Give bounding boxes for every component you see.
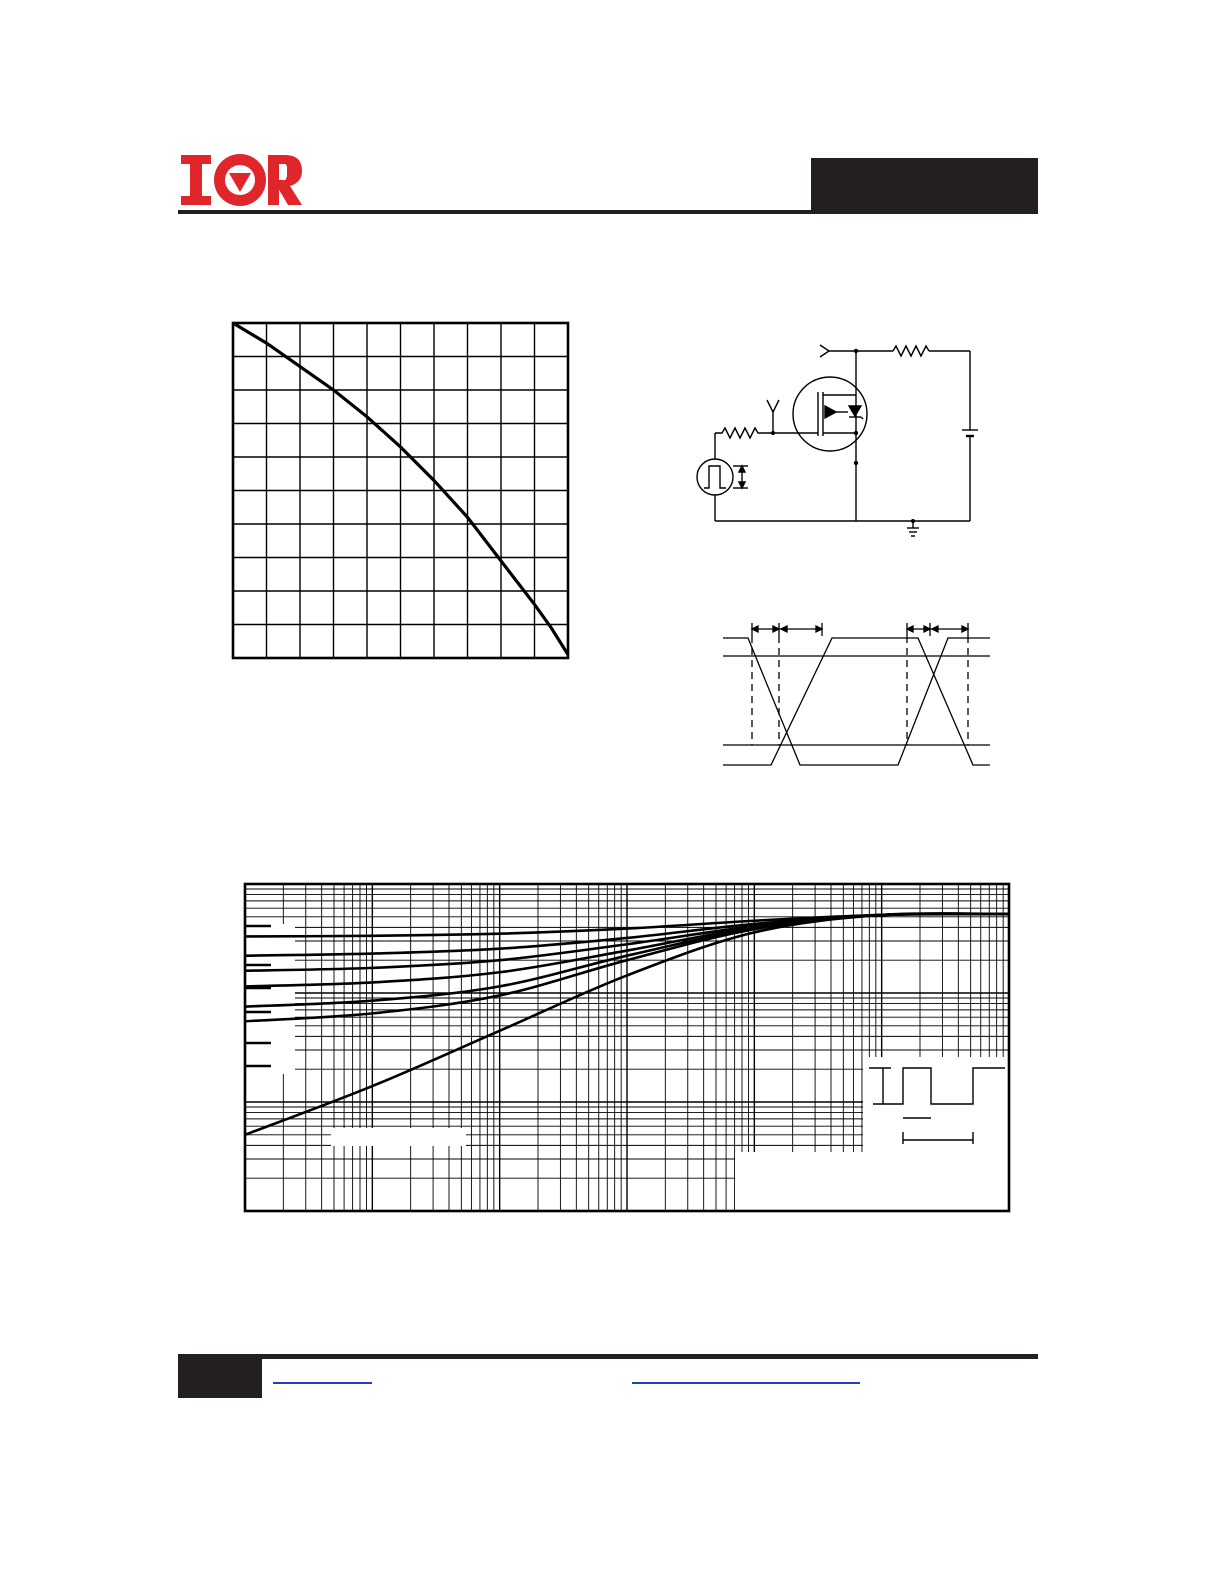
mosfet-symbol <box>793 377 867 451</box>
drain-waveform <box>723 638 990 765</box>
drain-terminal <box>820 345 829 357</box>
pulse-amplitude-marker <box>733 466 748 488</box>
derating-chart <box>230 320 572 662</box>
logo-letter-o <box>214 154 266 206</box>
gate-probe-point <box>767 400 779 433</box>
thermal-impedance-chart <box>243 882 1011 1214</box>
footer-rule <box>178 1354 1038 1359</box>
supply-battery-symbol <box>962 430 978 436</box>
footer-link-website[interactable] <box>273 1382 372 1384</box>
label-area-curve <box>331 1128 466 1146</box>
tf-marker <box>930 623 968 636</box>
switching-test-circuit <box>690 335 990 545</box>
notes-area <box>735 1152 1009 1213</box>
ground-symbol <box>907 521 919 536</box>
ir-logo <box>178 152 303 210</box>
footer-link-datasheet-feedback[interactable] <box>632 1382 860 1384</box>
switching-waveforms <box>720 620 990 770</box>
logo-letter-r <box>268 155 302 205</box>
tr-marker <box>779 623 822 636</box>
load-resistor-symbol <box>893 346 929 356</box>
td-on-marker <box>752 623 779 636</box>
page-number-box <box>178 1354 262 1398</box>
label-area-left <box>245 924 295 1074</box>
gate-resistor-symbol <box>715 428 798 438</box>
pulse-generator-symbol <box>697 459 733 495</box>
part-number-box <box>811 158 1038 214</box>
td-off-marker <box>907 623 930 636</box>
gate-waveform <box>723 638 990 765</box>
logo-letter-i <box>181 155 211 205</box>
